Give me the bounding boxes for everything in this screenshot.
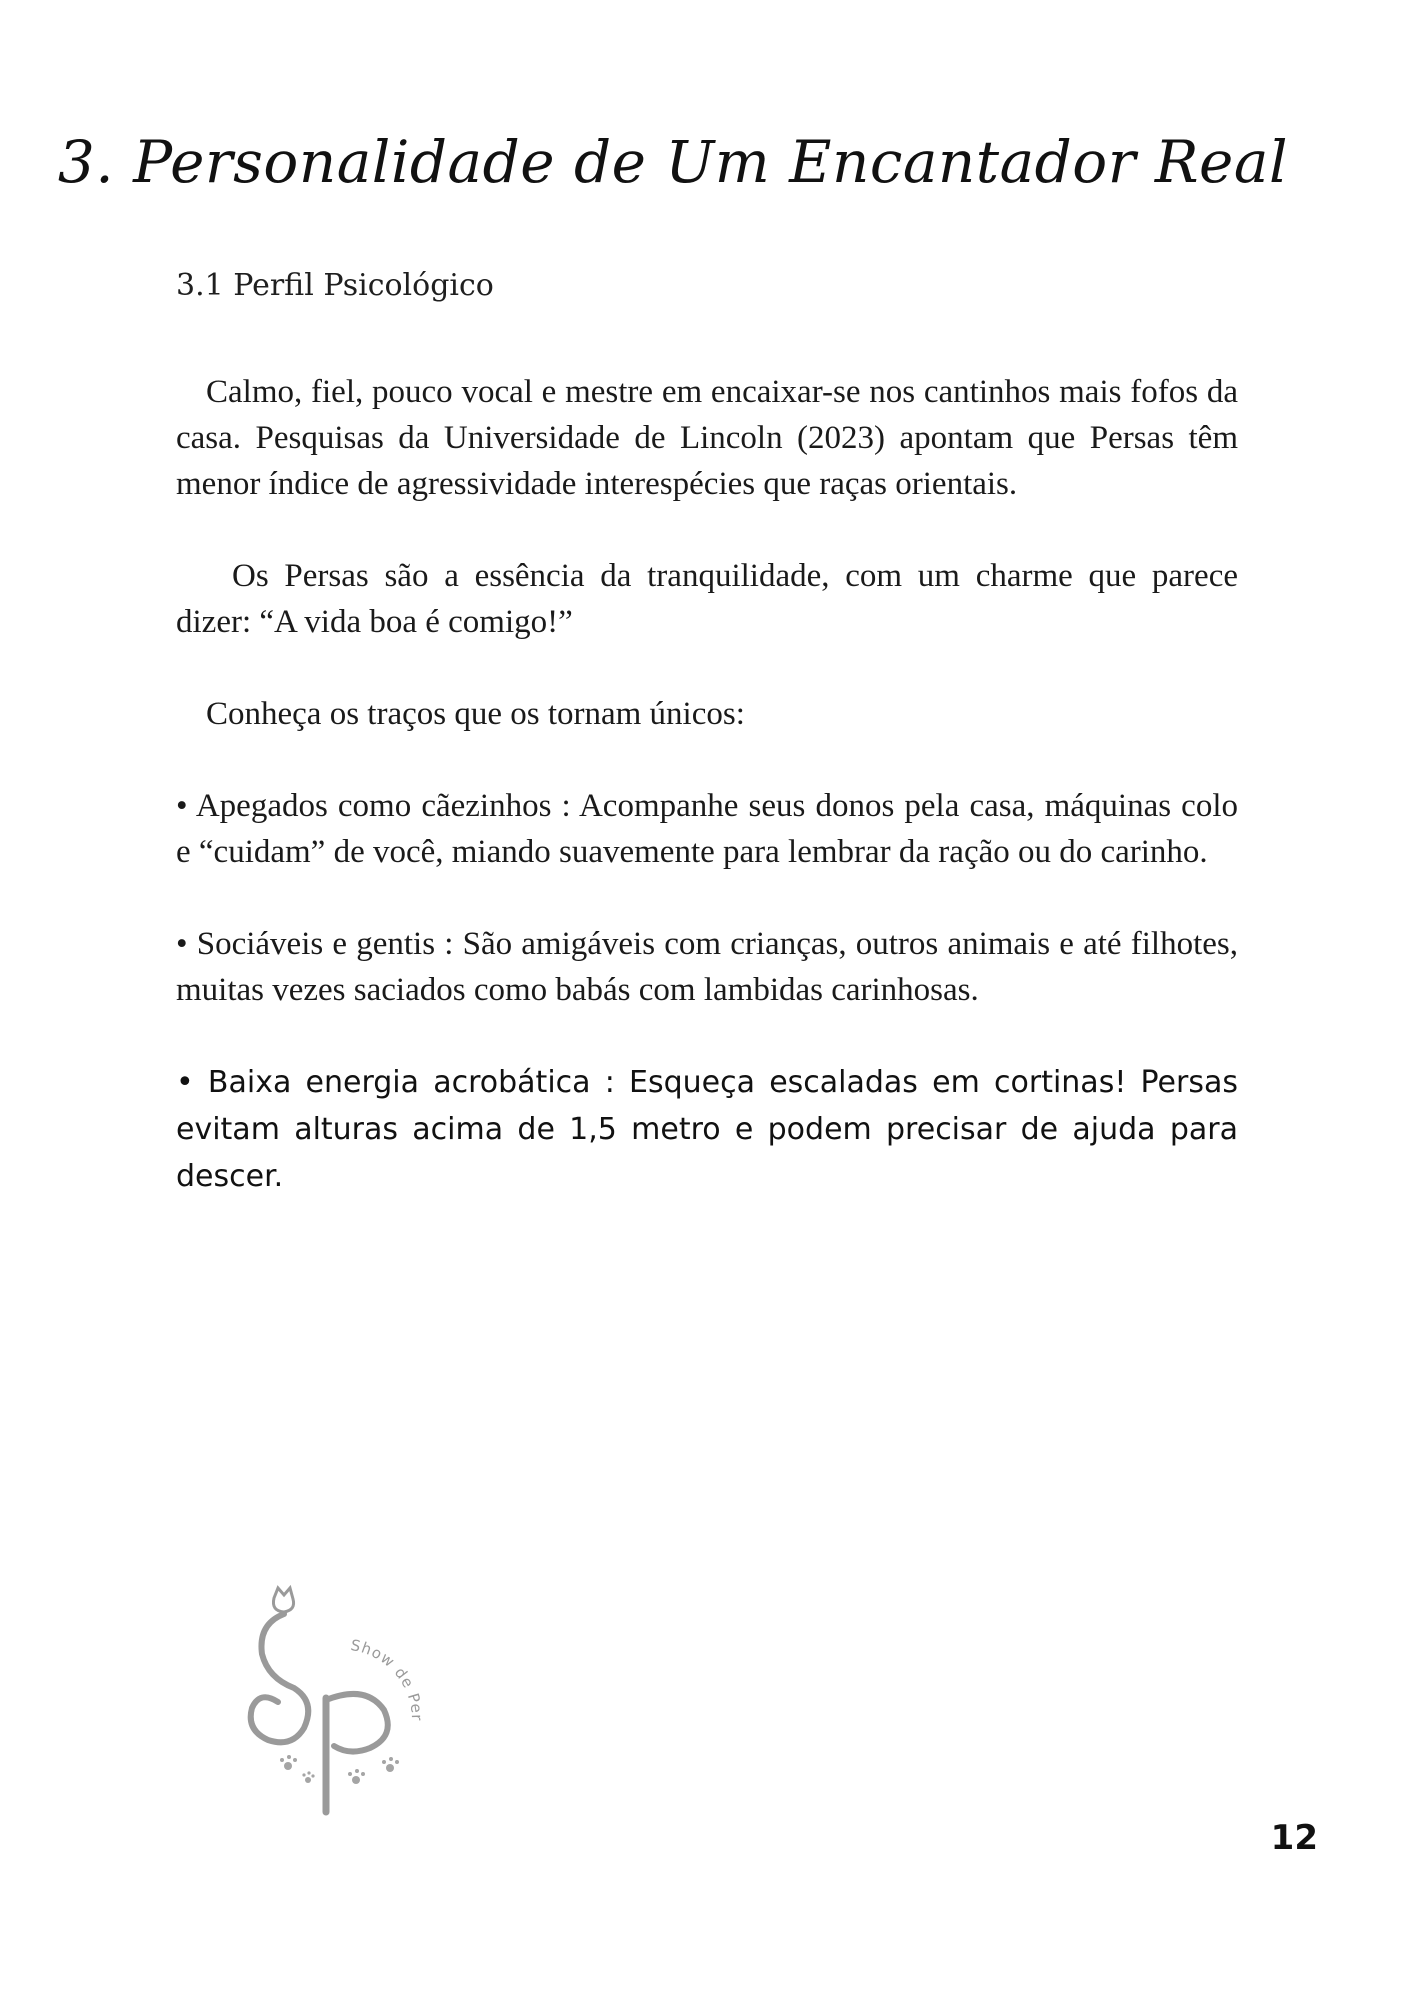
logo-text: Show de Per bbox=[349, 1636, 427, 1722]
trait-item-sociaveis: • Sociáveis e gentis : São amigáveis com crianças, outros animais e até filhotes, muitas vezes saciados como babás com lambidas carinhosas. bbox=[176, 926, 1238, 1008]
section-heading: 3.1 Perfil Psicológico bbox=[176, 268, 494, 303]
cat-sp-logo-icon bbox=[238, 1580, 438, 1820]
page-number: 12 bbox=[1270, 1818, 1318, 1858]
intro-paragraph: Calmo, fiel, pouco vocal e mestre em encaixar-se nos cantinhos mais fofos da casa. Pesquisas da Universidade de Lincoln (2023) apontam que Persas têm menor índice de agressividade interespécies que raças orientais. bbox=[176, 374, 1238, 502]
chapter-title: 3. Personalidade de Um Encantador Real bbox=[57, 128, 1288, 196]
traits-intro-paragraph: Conheça os traços que os tornam únicos: bbox=[206, 696, 745, 732]
page-content bbox=[176, 268, 1238, 1246]
show-de-persa-logo bbox=[238, 1580, 438, 1820]
tranquility-paragraph: Os Persas são a essência da tranquilidade, com um charme que parece dizer: “A vida boa é comigo!” bbox=[176, 558, 1238, 640]
trait-item-baixa-energia: • Baixa energia acrobática : Esqueça escaladas em cortinas! Persas evitam alturas acima de 1,5 metro e podem precisar de ajuda para descer. bbox=[176, 1065, 1238, 1194]
trait-item-apegados: • Apegados como cãezinhos : Acompanhe seus donos pela casa, máquinas colo e “cuidam” de você, miando suavemente para lembrar da ração ou do carinho. bbox=[176, 788, 1238, 870]
